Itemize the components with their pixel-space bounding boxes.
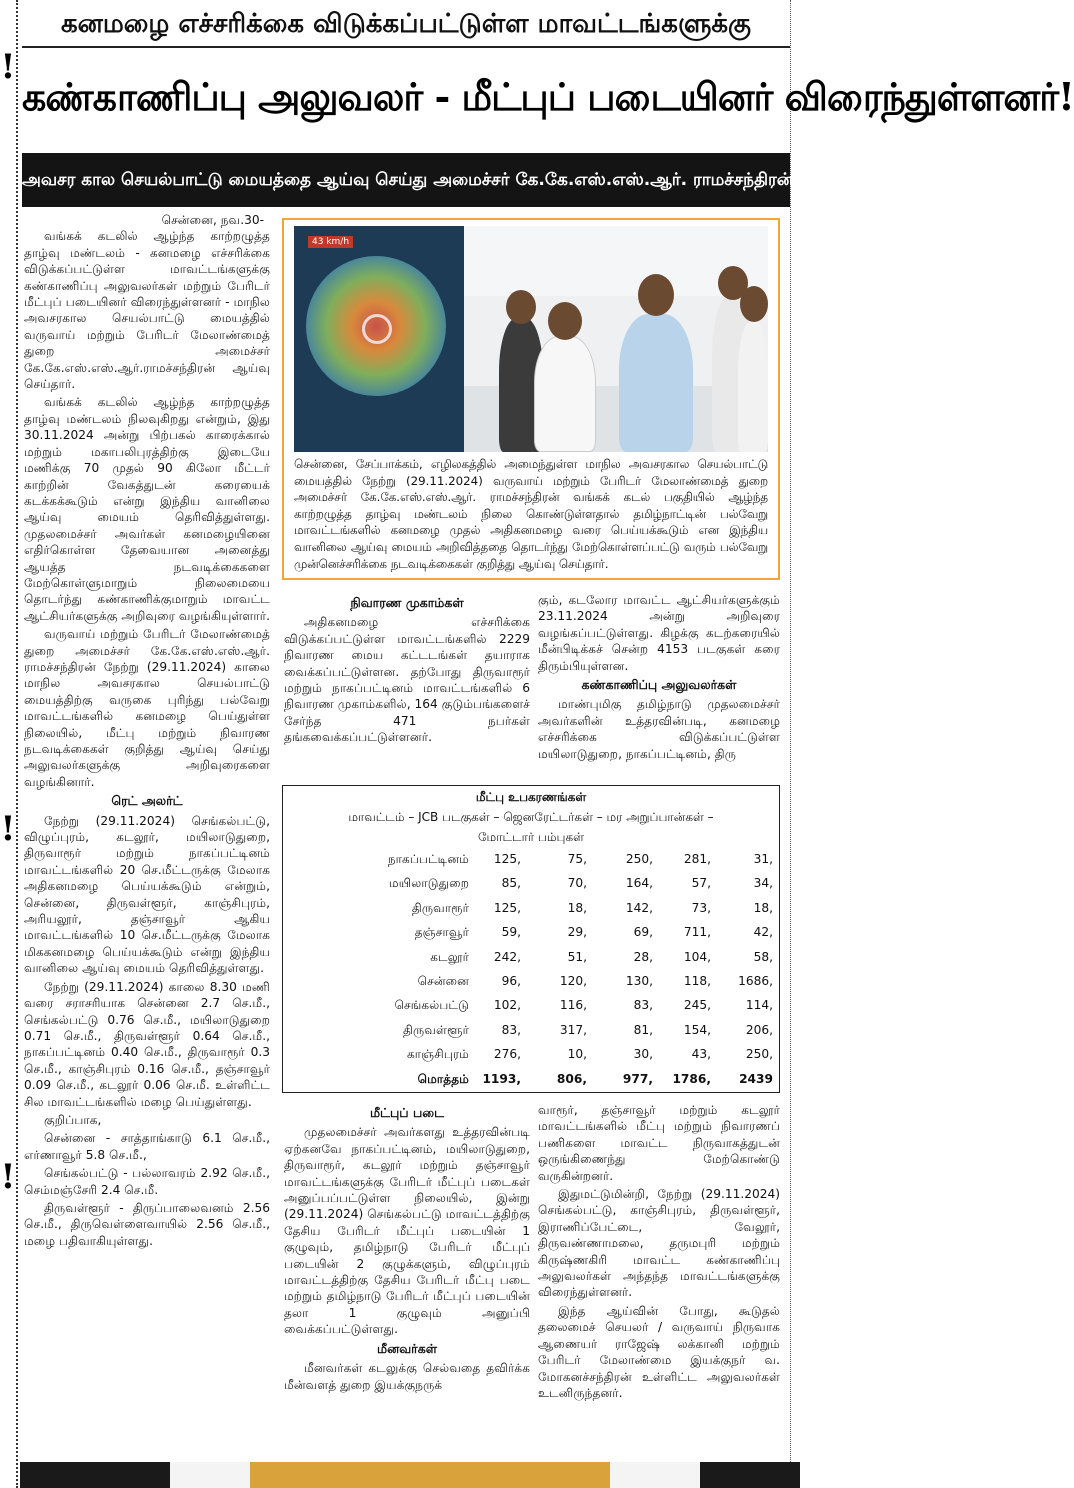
equipment-count-cell: 114,: [745, 998, 773, 1013]
section-subhead: கண்காணிப்பு அலுவலர்கள்: [581, 677, 737, 693]
equipment-count-cell: 73,: [691, 900, 711, 915]
equipment-count-cell: 28,: [633, 949, 653, 964]
person-figure: [738, 322, 768, 452]
equipment-count-cell: 142,: [625, 900, 653, 915]
person-figure: [534, 336, 596, 452]
table-row: [283, 925, 779, 947]
article-paragraph: அதிகனமழை எச்சரிக்கை விடுக்கப்பட்டுள்ள மாவட்டங்களில் 2229 நிவாரண மைய கட்டடங்கள் தயாராக வைக்கப்பட்டுள்ளன. தற்போது திருவாரூர் மற்றும் நாகப்பட்டினம் மாவட்டங்களில் 6 நிவாரண முகாம்களில், 164 குடும்பங்களைச் சேர்ந்த 471 நபர்கள் தங்கவைக்கப்பட்டுள்ளனர்.: [284, 615, 530, 745]
main-headline: கண்காணிப்பு அலுவலர் - மீட்புப் படையினர் விரைந்துள்ளனர்!: [22, 74, 1074, 119]
table-row: [283, 852, 779, 874]
equipment-count-cell: 118,: [683, 974, 711, 988]
district-name-cell: திருவள்ளூர்: [403, 1022, 469, 1037]
article-paragraph: முதலமைச்சர் அவர்களது உத்தரவின்படி ஏற்கனவே நாகப்பட்டினம், மயிலாடுதுறை, திருவாரூர், கடலூர் மற்றும் தஞ்சாவூர் மாவட்டங்களுக்கு பேரிடர் மீட்புப் படைகள் அனுப்பப்பட்டுள்ள நிலையில், இன்று (29.11.2024) செங்கல்பட்டு மாவட்டத்திற்கு தேசிய பேரிடர் மீட்புப் படையின் 1 குழுவும், தமிழ்நாடு பேரிடர் மீட்புப் படையின் 2 குழுக்களும், விழுப்புரம் மாவட்டத்திற்கு தேசிய பேரிடர் மீட்பு படை மற்றும் தமிழ்நாடு பேரிடர் மீட்புப் படையின் தலா 1 குழுவும் அனுப்பி வைக்கப்பட்டுள்ளது.: [284, 1125, 530, 1337]
equipment-count-cell: 125,: [493, 852, 521, 866]
photo-caption: சென்னை, சேப்பாக்கம், எழிலகத்தில் அமைந்துள்ள மாநில அவசரகால செயல்பாட்டு மையத்தில் நேற்று (29.11.2024) வருவாய் மற்றும் பேரிடர் மேலாண்மைத் துறை அமைச்சர் கே.கே.எஸ்.எஸ்.ஆர். ராமச்சந்திரன் வங்கக் கடல் பகுதியில் ஆழ்ந்த காற்றழுத்த தாழ்வு மண்டலம் நிலை கொண்டுள்ளதால் தமிழ்நாட்டின் பல்வேறு மாவட்டங்களில் கனமழை முதல் அதிகனமழை வரை பெய்யக்கூடும் என இந்திய வானிலை ஆய்வு மையம் அறிவித்ததை தொடர்ந்து மேற்கொள்ளப்பட்டு வரும் பல்வேறு முன்னெச்சரிக்கை நடவடிக்கைகள் குறித்து ஆய்வு செய்தார்.: [294, 457, 768, 571]
person-head: [740, 286, 768, 322]
equipment-count-cell: 29,: [567, 925, 587, 940]
article-column-1: [24, 212, 270, 1251]
cyclone-eye-marker: [362, 314, 392, 344]
table-total-row: [283, 1072, 779, 1094]
equipment-count-cell: 130,: [625, 974, 653, 988]
table-row: [283, 1023, 779, 1045]
weather-radar-screen: [294, 226, 464, 452]
equipment-count-cell: 58,: [753, 949, 773, 964]
article-paragraph: திருவள்ளூர் - திருப்பாலைவனம் 2.56 செ.மீ., திருவெள்ளைவாயில் 2.56 செ.மீ., மழை பதிவாகியுள்ளது.: [24, 1200, 270, 1248]
person-head: [638, 274, 674, 316]
photo-frame: [282, 218, 780, 580]
equipment-count-cell: 81,: [633, 1022, 653, 1037]
section-subhead: மீனவர்கள்: [377, 1340, 437, 1356]
exclamation-mark-glyph: !: [0, 47, 16, 87]
equipment-count-cell: 1193,: [482, 1071, 521, 1086]
article-paragraph: இதுமட்டுமின்றி, நேற்று (29.11.2024) செங்கல்பட்டு, காஞ்சிபுரம், திருவள்ளூர், இராணிப்பேட்டை, வேலூர், திருவண்ணாமலை, தருமபுரி மற்றும் கிருஷ்ணகிரி மாவட்ட கண்காணிப்பு அலுவலர்கள் அந்தந்த மாவட்டங்களுக்கு விரைந்துள்ளனர்.: [538, 1187, 780, 1300]
equipment-count-cell: 102,: [493, 998, 521, 1013]
equipment-count-cell: 70,: [567, 876, 587, 891]
sub-headline-bar: அவசர கால செயல்பாட்டு மையத்தை ஆய்வு செய்து அமைச்சர் கே.கே.எஸ்.எஸ்.ஆர். ராமச்சந்திரன் அறிவுரை!: [22, 153, 790, 207]
article-column-3: [538, 592, 780, 764]
equipment-count-cell: 154,: [683, 1022, 711, 1037]
dateline: சென்னை, நவ.30-: [161, 213, 264, 227]
equipment-count-cell: 281,: [683, 852, 711, 866]
equipment-count-cell: 96,: [501, 974, 521, 988]
equipment-count-cell: 75,: [567, 852, 587, 866]
news-photo: [294, 226, 768, 452]
article-paragraph: வருவாய் மற்றும் பேரிடர் மேலாண்மைத் துறை அமைச்சர் கே.கே.எஸ்.எஸ்.ஆர். ராமச்சந்திரன் நேற்று (29.11.2024) காலை மாநில அவசரகால செயல்பாட்டு மையத்திற்கு வருகை புரிந்து பல்வேறு மாவட்டங்களில் கனமழை பெய்துள்ள நிலையில், மீட்பு மற்றும் நிவாரண நடவடிக்கைகள் குறித்து ஆய்வு செய்து அலுவலர்களுக்கு அறிவுரைகளை வழங்கினார்.: [24, 627, 270, 789]
equipment-count-cell: 59,: [501, 925, 521, 940]
equipment-count-cell: 34,: [753, 876, 773, 891]
article-column-5: [538, 1102, 780, 1403]
article-column-2: [284, 592, 530, 748]
equipment-count-cell: 42,: [753, 925, 773, 940]
table-row: [283, 1047, 779, 1069]
section-subhead: மீட்புப் படை: [369, 1105, 445, 1120]
equipment-count-cell: 245,: [683, 998, 711, 1013]
ad-panel: [250, 1462, 610, 1488]
article-paragraph: வங்கக் கடலில் ஆழ்ந்த காற்றழுத்த தாழ்வு மண்டலம் - கனமழை எச்சரிக்கை விடுக்கப்பட்டுள்ள மாவட்டங்களுக்கு கண்காணிப்பு அலுவலர்கள் மற்றும் பேரிடர் மீட்புப் படையினர் விரைந்துள்ளனர் - மாநில அவசரகால செயல்பாட்டு மையத்தில் வருவாய் மற்றும் பேரிடர் மேலாண்மைத் துறை அமைச்சர் கே.கே.எஸ்.எஸ்.ஆர்.ராமச்சந்திரன் ஆய்வு செய்தார்.: [24, 229, 270, 392]
article-paragraph: வாரூர், தஞ்சாவூர் மற்றும் கடலூர் மாவட்டங்களில் மீட்பு மற்றும் நிவாரணப் பணிகளை மாவட்ட நிருவாகத்துடன் ஒருங்கிணைந்து மேற்கொண்டு வருகின்றனர்.: [538, 1103, 780, 1183]
equipment-count-cell: 242,: [493, 949, 521, 964]
equipment-count-cell: 83,: [633, 998, 653, 1013]
equipment-count-cell: 116,: [559, 998, 587, 1013]
article-column-4: [284, 1102, 530, 1395]
district-name-cell: நாகப்பட்டினம்: [387, 852, 469, 866]
exclamation-mark-glyph: !: [0, 1157, 16, 1197]
equipment-count-cell: 120,: [559, 974, 587, 988]
equipment-count-cell: 806,: [556, 1071, 587, 1086]
equipment-count-cell: 125,: [493, 900, 521, 915]
kicker-rule: [22, 46, 790, 48]
district-name-cell: மொத்தம்: [417, 1071, 469, 1086]
table-row: [283, 950, 779, 972]
equipment-count-cell: 18,: [567, 900, 587, 915]
equipment-count-cell: 1786,: [672, 1071, 711, 1086]
district-name-cell: தஞ்சாவூர்: [414, 925, 469, 940]
table-row: [283, 876, 779, 898]
equipment-count-cell: 977,: [622, 1071, 653, 1086]
ad-panel: [20, 1462, 170, 1488]
article-paragraph: குறிப்பாக,: [44, 1112, 102, 1127]
exclamation-mark-glyph: !: [0, 809, 16, 849]
equipment-count-cell: 2439: [739, 1071, 773, 1086]
equipment-count-cell: 164,: [625, 876, 653, 891]
table-title: மீட்பு உபகரணங்கள்: [475, 790, 587, 804]
equipment-count-cell: 85,: [501, 876, 521, 891]
person-head: [548, 302, 582, 340]
district-name-cell: காஞ்சிபுரம்: [407, 1047, 469, 1062]
table-row: [283, 998, 779, 1020]
district-name-cell: திருவாரூர்: [411, 900, 469, 915]
equipment-count-cell: 30,: [633, 1047, 653, 1062]
wind-speed-readout: 43 km/h: [308, 236, 353, 248]
person-head: [506, 290, 536, 324]
equipment-count-cell: 31,: [753, 852, 773, 866]
person-figure: [619, 314, 693, 452]
district-name-cell: செங்கல்பட்டு: [394, 998, 469, 1013]
article-paragraph: சென்னை - சாத்தாங்காடு 6.1 செ.மீ., எர்ணாவூர் 5.8 செ.மீ.,: [24, 1131, 270, 1162]
adjacent-column-strip: [0, 0, 18, 1488]
equipment-count-cell: 1686,: [738, 974, 773, 988]
equipment-count-cell: 250,: [625, 852, 653, 866]
article-paragraph: மீனவர்கள் கடலுக்கு செல்வதை தவிர்க்க மீன்வளத் துறை இயக்குநருக்: [284, 1361, 530, 1392]
section-subhead: ரெட் அலர்ட்: [111, 793, 183, 809]
table-header: மாவட்டம் – JCB படகுகள் – ஜெனரேட்டர்கள் – மர அறுப்பான்கள் –: [348, 810, 714, 824]
equipment-count-cell: 43,: [691, 1047, 711, 1062]
equipment-count-cell: 51,: [567, 949, 587, 964]
article-paragraph: கும், கடலோர மாவட்ட ஆட்சியர்களுக்கும் 23.11.2024 அன்று அறிவுரை வழங்கப்பட்டுள்ளது. கிழக்கு கடற்கரையில் மீன்பிடிக்கச் சென்ற 4153 படகுகள் கரை திரும்பியுள்ளன.: [538, 593, 780, 673]
equipment-count-cell: 57,: [691, 876, 711, 891]
article-paragraph: நேற்று (29.11.2024) செங்கல்பட்டு, விழுப்புரம், கடலூர், மயிலாடுதுறை, திருவாரூர் மற்றும் நாகப்பட்டினம் மாவட்டங்களில் 20 செ.மீட்டருக்கு மேலாக அதிகனமழை பெய்யக்கூடும் என்றும், சென்னை, திருவள்ளூர், காஞ்சிபுரம், அரியலூர், தஞ்சாவூர் ஆகிய மாவட்டங்களில் 10 செ.மீட்டருக்கு மேலாக மிககனமழை பெய்யக்கூடும் என்று இந்திய வானிலை ஆய்வு மையம் தெரிவித்துள்ளது.: [24, 813, 270, 976]
equipment-count-cell: 69,: [633, 925, 653, 940]
district-name-cell: சென்னை: [417, 974, 469, 988]
article-paragraph: வங்கக் கடலில் ஆழ்ந்த காற்றழுத்த தாழ்வு மண்டலம் நிலவுகிறது என்றும், இது 30.11.2024 அன்று பிற்பகல் காரைக்கால் மற்றும் மகாபலிபுரத்திற்கு இடையே மணிக்கு 70 முதல் 90 கிலோ மீட்டர் காற்றின் வேகத்துடன் கரையைக் கடக்கக்கூடும் என்று இந்திய வானிலை ஆய்வு மையம் தெரிவித்துள்ளது. முதலமைச்சர் அவர்கள் கனமழையினை எதிர்கொள்ள தேவையான அனைத்து ஆயத்த நடவடிக்கைகளை மேற்கொள்ளுமாறும் நிலைமையை தொடர்ந்து கண்காணிக்குமாறும் மாவட்ட ஆட்சியர்களுக்கு அறிவுரை வழங்கியுள்ளார்.: [24, 395, 271, 623]
equipment-count-cell: 18,: [753, 900, 773, 915]
ad-panel: [700, 1462, 800, 1488]
table-row: [283, 974, 779, 996]
article-paragraph: நேற்று (29.11.2024) காலை 8.30 மணி வரை சராசரியாக சென்னை 2.7 செ.மீ., செங்கல்பட்டு 0.76 செ.மீ., மயிலாடுதுறை 0.71 செ.மீ., திருவள்ளூர் 0.64 செ.மீ., நாகப்பட்டினம் 0.40 செ.மீ., திருவாரூர் 0.3 செ.மீ., காஞ்சிபுரம் 0.16 செ.மீ., தஞ்சாவூர் 0.09 செ.மீ., கடலூர் 0.06 செ.மீ. உள்ளிட்ட சில மாவட்டங்களில் மழை பெய்துள்ளது.: [24, 979, 270, 1109]
equipment-count-cell: 206,: [745, 1022, 773, 1037]
rescue-equipment-table: [282, 785, 780, 1093]
equipment-count-cell: 250,: [745, 1047, 773, 1062]
advertisement-strip: [20, 1462, 800, 1488]
district-name-cell: கடலூர்: [430, 949, 469, 964]
equipment-count-cell: 104,: [683, 949, 711, 964]
table-row: [283, 901, 779, 923]
equipment-count-cell: 276,: [493, 1047, 521, 1062]
article-paragraph: இந்த ஆய்வின் போது, கூடுதல் தலைமைச் செயலர் / வருவாய் நிருவாக ஆணையர் ராஜேஷ் லக்கானி மற்றும் பேரிடர் மேலாண்மை இயக்குநர் வ. மோகனச்சந்திரன் உள்ளிட்ட அலுவலர்கள் உடனிருந்தனர்.: [538, 1303, 780, 1400]
article-paragraph: செங்கல்பட்டு - பல்லாவரம் 2.92 செ.மீ., செம்மஞ்சேரி 2.4 செ.மீ.: [24, 1166, 270, 1197]
kicker-headline: கனமழை எச்சரிக்கை விடுக்கப்பட்டுள்ள மாவட்டங்களுக்கு: [61, 9, 751, 39]
equipment-count-cell: 83,: [501, 1022, 521, 1037]
adjacent-column-strip-right: [790, 0, 800, 1488]
equipment-count-cell: 10,: [567, 1047, 587, 1062]
article-paragraph: மாண்புமிகு தமிழ்நாடு முதலமைச்சர் அவர்களின் உத்தரவின்படி, கனமழை எச்சரிக்கை விடுக்கப்பட்டுள்ள மயிலாடுதுறை, நாகப்பட்டினம், திரு: [538, 697, 780, 761]
equipment-count-cell: 711,: [683, 925, 711, 940]
district-name-cell: மயிலாடுதுறை: [388, 876, 469, 891]
equipment-count-cell: 317,: [559, 1022, 587, 1037]
section-subhead: நிவாரண முகாம்கள்: [350, 595, 464, 610]
table-header: மோட்டார் பம்புகள்: [478, 830, 584, 844]
